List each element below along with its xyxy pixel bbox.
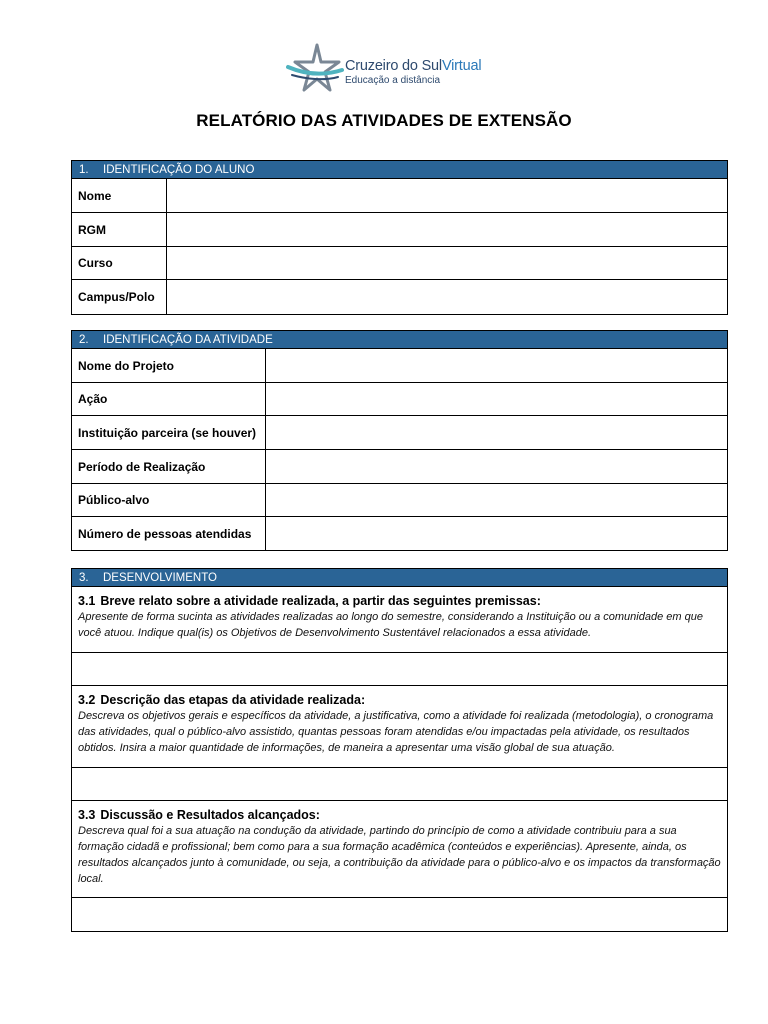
brief-report-answer-field[interactable] [72, 653, 727, 686]
project-name-field[interactable] [266, 349, 727, 382]
field-label: Nome [72, 179, 167, 212]
brand-tagline: Educação a distância [345, 75, 441, 86]
star-logo-icon [286, 43, 344, 93]
form-row-campus [72, 280, 727, 314]
prompt-title: 3.1 Breve relato sobre a atividade realizada, a partir das seguintes premissas: [78, 594, 541, 608]
brand-logo [286, 43, 486, 93]
form-row-people-served [72, 517, 727, 550]
section-development [71, 568, 728, 932]
form-row-period [72, 450, 727, 484]
prompt-results [72, 801, 727, 898]
rgm-field[interactable] [167, 213, 727, 246]
course-field[interactable] [167, 247, 727, 279]
campus-field[interactable] [167, 280, 727, 314]
field-label: Ação [72, 383, 266, 415]
form-row-partner-institution [72, 416, 727, 450]
brand-name: Cruzeiro do SulVirtual [345, 58, 482, 74]
section-header: 1. IDENTIFICAÇÃO DO ALUNO [72, 161, 727, 179]
section-header: 3. DESENVOLVIMENTO [72, 569, 727, 587]
people-served-field[interactable] [266, 517, 727, 550]
field-label: RGM [72, 213, 167, 246]
target-audience-field[interactable] [266, 484, 727, 516]
field-label: Número de pessoas atendidas [72, 517, 266, 550]
field-label: Campus/Polo [72, 280, 167, 314]
prompt-brief-report [72, 587, 727, 653]
field-label: Público-alvo [72, 484, 266, 516]
partner-institution-field[interactable] [266, 416, 727, 449]
prompt-instructions: Apresente de forma sucinta as atividades realizadas ao longo do semestre, considerando a Instituição ou a comunidade em que você atuou. Indique qual(is) os Objetivos de Desenvolvimento Sustentável relacionados a essa atividade. [78, 611, 703, 639]
section-activity-identification [71, 330, 728, 551]
prompt-instructions: Descreva qual foi a sua atuação na condução da atividade, partindo do princípio de como a atividade contribuiu para a sua formação cidadã e profissional; bem como para a sua formação acadêmica (conteúdos e experiências). Apresente, ainda, os resultados alcançados junto à comunidade, ou seja, a contribuição da atividade para o público-alvo e os impactos da transformação local. [78, 825, 721, 885]
field-label: Curso [72, 247, 167, 279]
activity-stages-answer-field[interactable] [72, 768, 727, 801]
action-field[interactable] [266, 383, 727, 415]
section-student-identification [71, 160, 728, 315]
form-row-project-name [72, 349, 727, 383]
field-label: Período de Realização [72, 450, 266, 483]
results-answer-field[interactable] [72, 898, 727, 931]
form-row-name [72, 179, 727, 213]
prompt-title: 3.2 Descrição das etapas da atividade realizada: [78, 693, 366, 707]
section-header: 2. IDENTIFICAÇÃO DA ATIVIDADE [72, 331, 727, 349]
document-title: RELATÓRIO DAS ATIVIDADES DE EXTENSÃO [196, 111, 572, 130]
form-row-rgm [72, 213, 727, 247]
form-row-target-audience [72, 484, 727, 517]
field-label: Nome do Projeto [72, 349, 266, 382]
form-row-action [72, 383, 727, 416]
prompt-instructions: Descreva os objetivos gerais e específicos da atividade, a justificativa, como a atividade foi realizada (metodologia), o cronograma das atividades, qual o público-alvo assistido, quantas pessoas foram atendidas e/ou impactadas pela atividade, os resultados obtidos. Insira a maior quantidade de informações, de maneira a apresentar uma visão global de sua atuação. [78, 710, 714, 754]
prompt-title: 3.3 Discussão e Resultados alcançados: [78, 808, 320, 822]
prompt-activity-stages [72, 686, 727, 768]
field-label: Instituição parceira (se houver) [72, 416, 266, 449]
name-field[interactable] [167, 179, 727, 212]
period-field[interactable] [266, 450, 727, 483]
form-row-course [72, 247, 727, 280]
